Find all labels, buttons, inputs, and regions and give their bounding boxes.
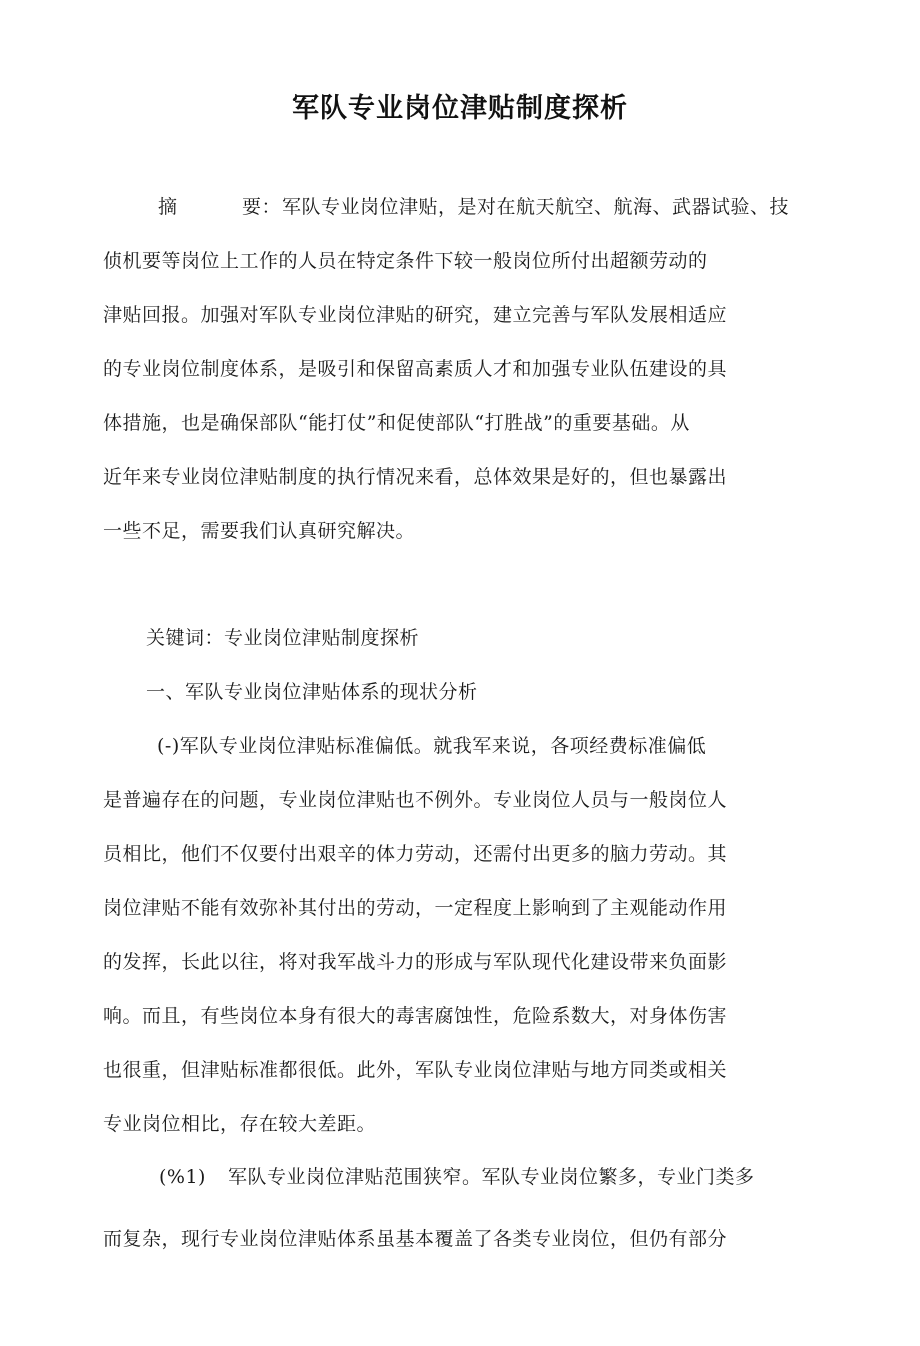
subsection-1-line-1: (-)军队专业岗位津贴标准偏低。就我军来说，各项经费标准偏低	[157, 735, 707, 757]
abstract-label-part-1: 摘	[158, 196, 178, 218]
subsection-2-line-1: 军队专业岗位津贴范围狭窄。军队专业岗位繁多，专业门类多	[228, 1166, 755, 1188]
abstract-line-1: 军队专业岗位津贴，是对在航天航空、航海、武器试验、技	[282, 196, 790, 218]
abstract-line-7: 一些不足，需要我们认真研究解决。	[103, 520, 416, 542]
abstract-line-6: 近年来专业岗位津贴制度的执行情况来看，总体效果是好的，但也暴露出	[103, 466, 728, 488]
subsection-2-line-2: 而复杂，现行专业岗位津贴体系虽基本覆盖了各类专业岗位，但仍有部分	[103, 1228, 728, 1250]
subsection-2-marker: (%1)	[159, 1166, 206, 1188]
abstract-line-4: 的专业岗位制度体系，是吸引和保留高素质人才和加强专业队伍建设的具	[103, 358, 728, 380]
abstract-line-2: 侦机要等岗位上工作的人员在特定条件下较一般岗位所付出超额劳动的	[103, 250, 708, 272]
abstract-line-3: 津贴回报。加强对军队专业岗位津贴的研究，建立完善与军队发展相适应	[103, 304, 728, 326]
document-title: 军队专业岗位津贴制度探析	[292, 93, 628, 124]
subsection-1-line-3: 员相比，他们不仅要付出艰辛的体力劳动，还需付出更多的脑力劳动。其	[103, 843, 728, 865]
subsection-1-line-2: 是普遍存在的问题，专业岗位津贴也不例外。专业岗位人员与一般岗位人	[103, 789, 728, 811]
abstract-label-part-2: 要：	[242, 196, 282, 218]
subsection-1-line-7: 也很重，但津贴标准都很低。此外，军队专业岗位津贴与地方同类或相关	[103, 1059, 728, 1081]
subsection-1-line-6: 响。而且，有些岗位本身有很大的毒害腐蚀性，危险系数大，对身体伤害	[103, 1005, 728, 1027]
subsection-1-line-5: 的发挥，长此以往，将对我军战斗力的形成与军队现代化建设带来负面影	[103, 951, 728, 973]
subsection-1-line-4: 岗位津贴不能有效弥补其付出的劳动，一定程度上影响到了主观能动作用	[103, 897, 728, 919]
section-1-heading: 一、军队专业岗位津贴体系的现状分析	[146, 681, 478, 703]
subsection-1-line-8: 专业岗位相比，存在较大差距。	[103, 1113, 377, 1135]
abstract-line-5: 体措施，也是确保部队“能打仗”和促使部队“打胜战”的重要基础。从	[103, 412, 690, 434]
keywords-line: 关键词：专业岗位津贴制度探析	[146, 627, 420, 649]
